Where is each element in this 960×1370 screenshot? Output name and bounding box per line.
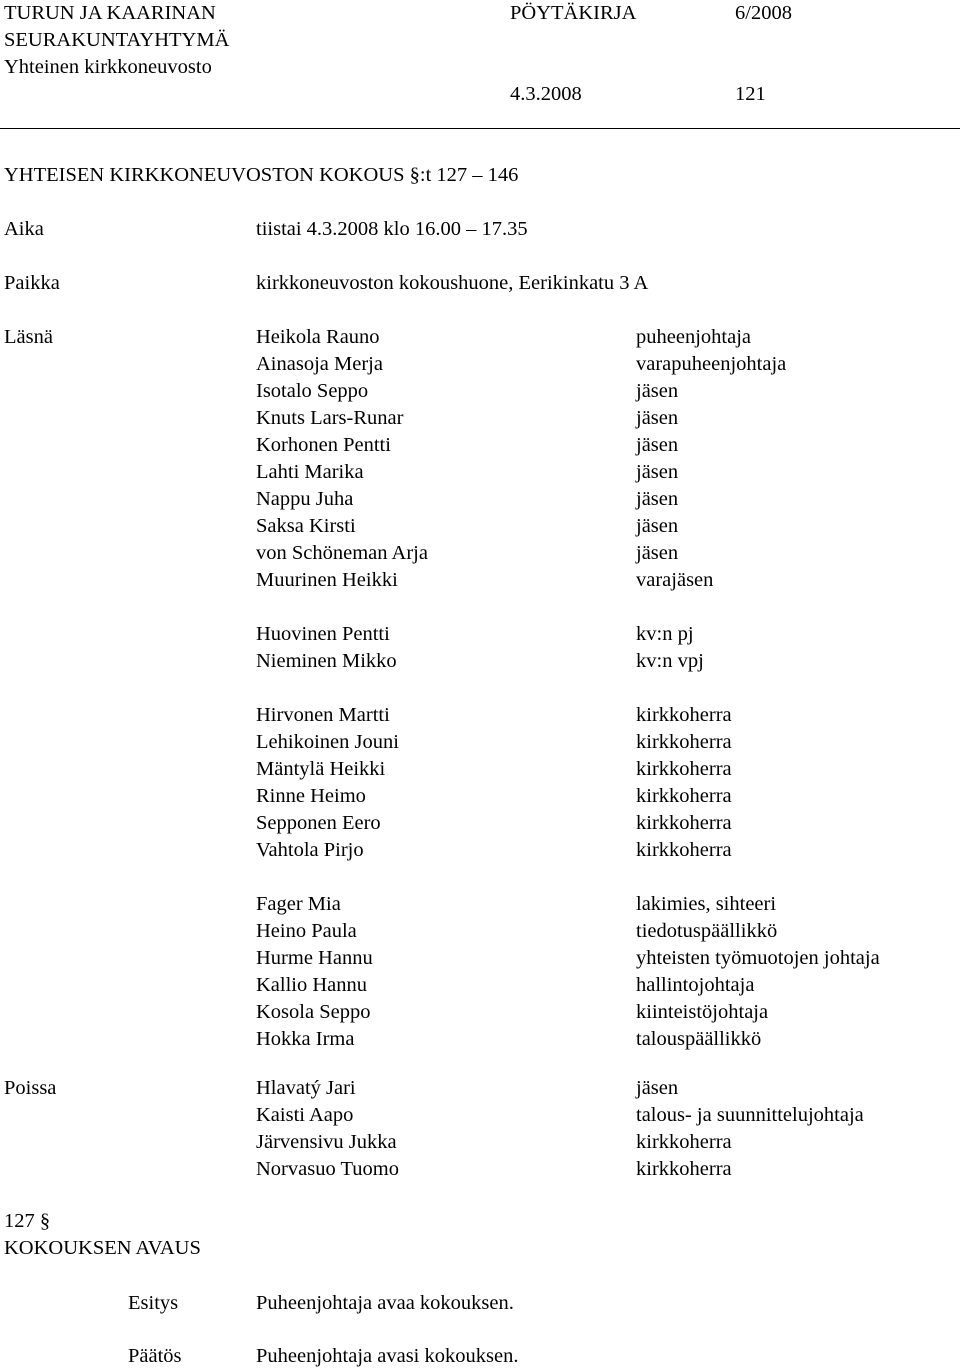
esitys-text: Puheenjohtaja avaa kokouksen.: [256, 1292, 514, 1314]
organization-block: [4, 0, 229, 81]
section-number: 127 §: [4, 1210, 51, 1232]
attendee-role: kirkkoherra: [636, 839, 732, 861]
org-name-line1: TURUN JA KAARINAN: [4, 2, 216, 24]
attendee-name: Mäntylä Heikki: [256, 758, 386, 780]
attendee-role: jäsen: [636, 515, 679, 537]
attendee-name: Vahtola Pirjo: [256, 839, 364, 861]
spacer: [256, 864, 428, 891]
attendee-name: Heino Paula: [256, 920, 357, 942]
attendee-name: Nappu Juha: [256, 488, 354, 510]
attendee-role: kirkkoherra: [636, 785, 732, 807]
absent-role: kirkkoherra: [636, 1131, 732, 1153]
attendee-name: Muurinen Heikki: [256, 569, 398, 591]
attendee-name: Fager Mia: [256, 893, 341, 915]
section-header: [4, 1208, 201, 1262]
attendee-role: kv:n pj: [636, 623, 694, 645]
paatos-label: Päätös: [128, 1345, 182, 1367]
attendee-role: kirkkoherra: [636, 758, 732, 780]
paikka-value: kirkkoneuvoston kokoushuone, Eerikinkatu 3 A: [256, 272, 649, 294]
attendee-role: varajäsen: [636, 569, 714, 591]
attendee-role: jäsen: [636, 434, 679, 456]
attendee-role: kirkkoherra: [636, 731, 732, 753]
attendee-name: Kosola Seppo: [256, 1001, 371, 1023]
attendee-role: kirkkoherra: [636, 704, 732, 726]
attendee-name: Sepponen Eero: [256, 812, 381, 834]
attendee-role: kv:n vpj: [636, 650, 704, 672]
aika-label: Aika: [4, 218, 44, 240]
attendee-role: talouspäällikkö: [636, 1028, 762, 1050]
attendee-role: kirkkoherra: [636, 812, 732, 834]
attendee-role: jäsen: [636, 488, 679, 510]
attendee-role: kiinteistöjohtaja: [636, 1001, 769, 1023]
page-number: 121: [735, 83, 766, 105]
absent-role: jäsen: [636, 1077, 679, 1099]
absent-names: [256, 1075, 399, 1183]
section-heading: KOKOUKSEN AVAUS: [4, 1237, 201, 1259]
absent-name: Norvasuo Tuomo: [256, 1158, 399, 1180]
document-number: 6/2008: [735, 2, 792, 24]
attendee-role: jäsen: [636, 461, 679, 483]
document-type: PÖYTÄKIRJA: [510, 2, 637, 24]
spacer: [256, 675, 428, 702]
attendee-name: Nieminen Mikko: [256, 650, 397, 672]
attendee-role: yhteisten työmuotojen johtaja: [636, 947, 880, 969]
attendee-role: hallintojohtaja: [636, 974, 755, 996]
spacer: [256, 594, 428, 621]
attendee-names: [256, 324, 428, 1053]
attendee-name: Hirvonen Martti: [256, 704, 390, 726]
attendee-role: jäsen: [636, 407, 679, 429]
meeting-title: YHTEISEN KIRKKONEUVOSTON KOKOUS §:t 127 – 146: [4, 164, 519, 186]
spacer: [636, 675, 880, 702]
attendee-name: Lehikoinen Jouni: [256, 731, 399, 753]
absent-roles: [636, 1075, 864, 1183]
absent-name: Kaisti Aapo: [256, 1104, 354, 1126]
poissa-label: Poissa: [4, 1077, 57, 1099]
attendee-role: tiedotuspäällikkö: [636, 920, 778, 942]
paikka-label: Paikka: [4, 272, 60, 294]
esitys-label: Esitys: [128, 1292, 179, 1314]
attendee-role: jäsen: [636, 380, 679, 402]
attendee-name: Lahti Marika: [256, 461, 364, 483]
attendee-name: Saksa Kirsti: [256, 515, 356, 537]
attendee-role: varapuheenjohtaja: [636, 353, 787, 375]
attendee-name: Ainasoja Merja: [256, 353, 383, 375]
attendee-name: Korhonen Pentti: [256, 434, 391, 456]
attendee-name: Rinne Heimo: [256, 785, 366, 807]
attendee-name: Heikola Rauno: [256, 326, 380, 348]
absent-name: Järvensivu Jukka: [256, 1131, 397, 1153]
attendee-role: puheenjohtaja: [636, 326, 751, 348]
attendee-name: Kallio Hannu: [256, 974, 368, 996]
attendee-name: Knuts Lars-Runar: [256, 407, 404, 429]
attendee-name: Hurme Hannu: [256, 947, 373, 969]
spacer: [636, 864, 880, 891]
spacer: [636, 594, 880, 621]
org-body-name: Yhteinen kirkkoneuvosto: [4, 56, 212, 78]
attendee-roles: [636, 324, 880, 1053]
aika-value: tiistai 4.3.2008 klo 16.00 – 17.35: [256, 218, 528, 240]
absent-role: kirkkoherra: [636, 1158, 732, 1180]
attendee-role: lakimies, sihteeri: [636, 893, 777, 915]
paatos-text: Puheenjohtaja avasi kokouksen.: [256, 1345, 519, 1367]
attendee-name: Huovinen Pentti: [256, 623, 390, 645]
header-divider: [0, 128, 960, 129]
org-name-line2: SEURAKUNTAYHTYMÄ: [4, 29, 230, 51]
attendee-name: Isotalo Seppo: [256, 380, 369, 402]
lasna-label: Läsnä: [4, 326, 53, 348]
absent-role: talous- ja suunnittelujohtaja: [636, 1104, 864, 1126]
attendee-name: von Schöneman Arja: [256, 542, 428, 564]
absent-name: Hlavatý Jari: [256, 1077, 356, 1099]
attendee-role: jäsen: [636, 542, 679, 564]
attendee-name: Hokka Irma: [256, 1028, 355, 1050]
document-date: 4.3.2008: [510, 83, 582, 105]
